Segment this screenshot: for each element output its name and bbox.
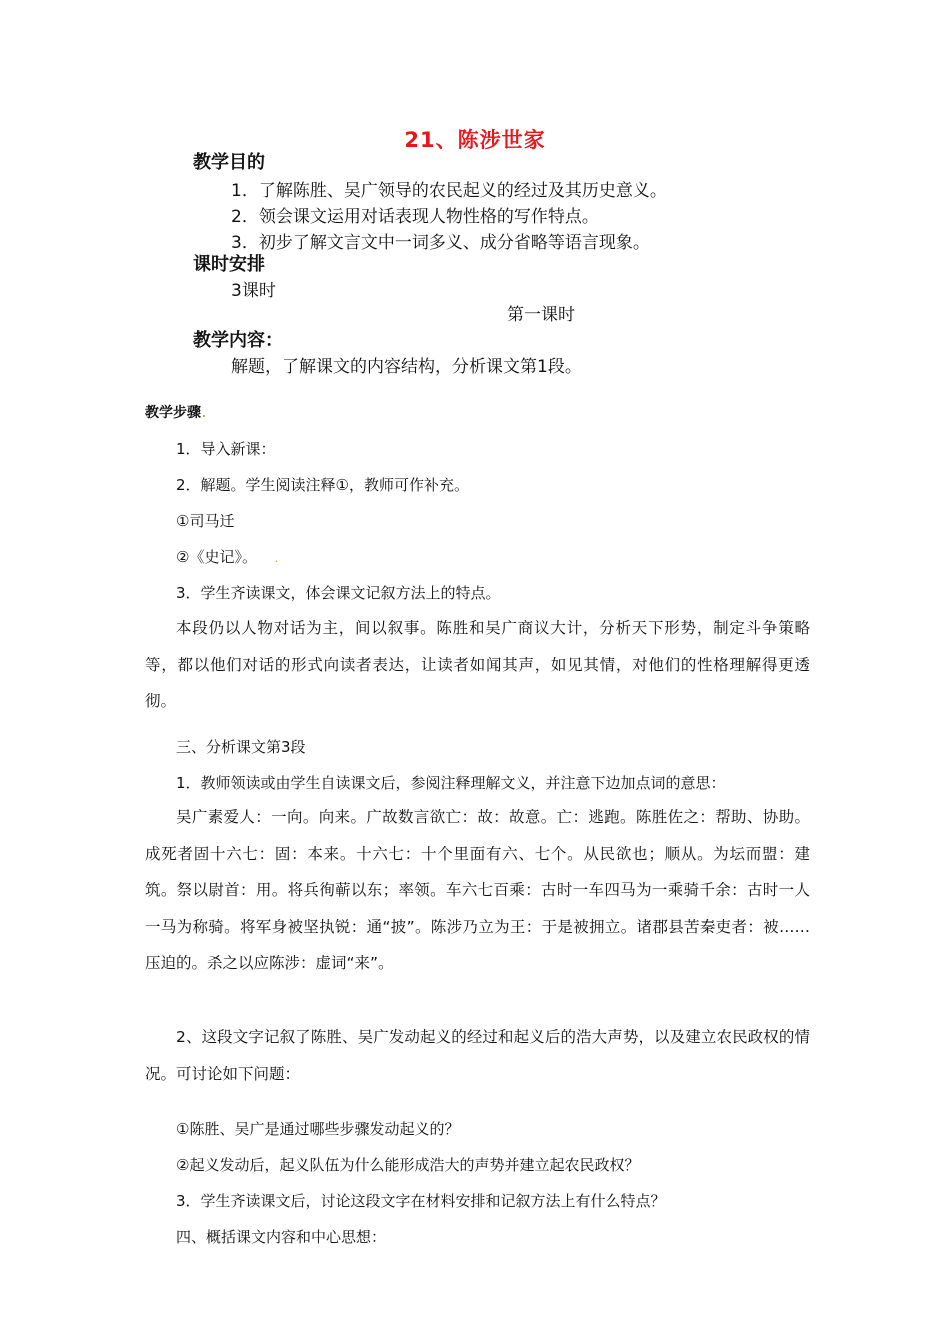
schedule-heading: 课时安排 [193, 254, 265, 275]
steps-heading [145, 402, 206, 422]
paragraph-vocab: 吴广素爱人：一向。向来。广故数言欲亡：故：故意。亡：逃跑。陈胜佐之：帮助、协助。成死者固十六七：固：本来。十六七：十个里面有六、七个。从民欲也；顺从。为坛而盟：建筑。祭以尉首：用。将兵徇蕲以东；率领。车六七百乘：古时一车四马为一乘骑千余：古时一人一马为称骑。将军身被坚执锐：通“披”。陈涉乃立为王：于是被拥立。诸郡县苦秦吏者：被……压迫的。杀之以应陈涉：虚词“来”。 [145, 808, 810, 972]
part4-heading: 四、概括课文内容和中心思想： [176, 1228, 387, 1246]
part3-heading: 三、分析课文第3段 [176, 738, 306, 756]
goal-item: 1．了解陈胜、吴广领导的农民起义的经过及其历史意义。 [231, 181, 667, 201]
schedule-value: 3课时 [231, 281, 276, 301]
note-item [176, 546, 278, 567]
scan-mark-icon: . [202, 409, 206, 420]
step-intro: 1．导入新课： [176, 440, 276, 458]
paragraph-questions-intro: 2、这段文字记叙了陈胜、吴广发动起义的经过和起义后的浩大声势，以及建立农民政权的情况。可讨论如下问题： [145, 1028, 810, 1083]
content-text: 解题，了解课文的内容结构，分析课文第1段。 [231, 357, 582, 377]
goal-item: 2．领会课文运用对话表现人物性格的写作特点。 [231, 207, 599, 227]
question-item: 3．学生齐读课文后，讨论这段文字在材料安排和记叙方法上有什么特点？ [176, 1192, 666, 1210]
goal-item: 3．初步了解文言文中一词多义、成分省略等语言现象。 [231, 233, 650, 253]
lesson-label: 第一课时 [507, 305, 575, 325]
step-teach: 1．教师领读或由学生自读课文后，参阅注释理解文义，并注意下边加点词的意思： [176, 774, 726, 792]
content-heading: 教学内容： [193, 330, 283, 351]
document-title: 21、陈涉世家 [404, 128, 546, 152]
step-jieti: 2．解题。学生阅读注释①，教师可作补充。 [176, 476, 469, 494]
goals-heading: 教学目的 [193, 152, 265, 173]
note-item-text: ②《史记》。 [176, 548, 257, 566]
paragraph-analysis: 本段仍以人物对话为主，间以叙事。陈胜和吴广商议大计，分析天下形势，制定斗争策略等，都以他们对话的形式向读者表达，让读者如闻其声，如见其情，对他们的性格理解得更透彻。 [145, 619, 810, 710]
step-read: 3．学生齐读课文，体会课文记叙方法上的特点。 [176, 584, 501, 602]
steps-heading-text: 教学步骤 [145, 405, 201, 421]
scan-mark-icon: . [274, 554, 279, 565]
question-item: ①陈胜、吴广是通过哪些步骤发动起义的？ [176, 1120, 460, 1138]
question-item: ②起义发动后，起义队伍为什么能形成浩大的声势并建立起农民政权？ [176, 1156, 640, 1174]
note-item: ①司马迁 [176, 512, 235, 530]
